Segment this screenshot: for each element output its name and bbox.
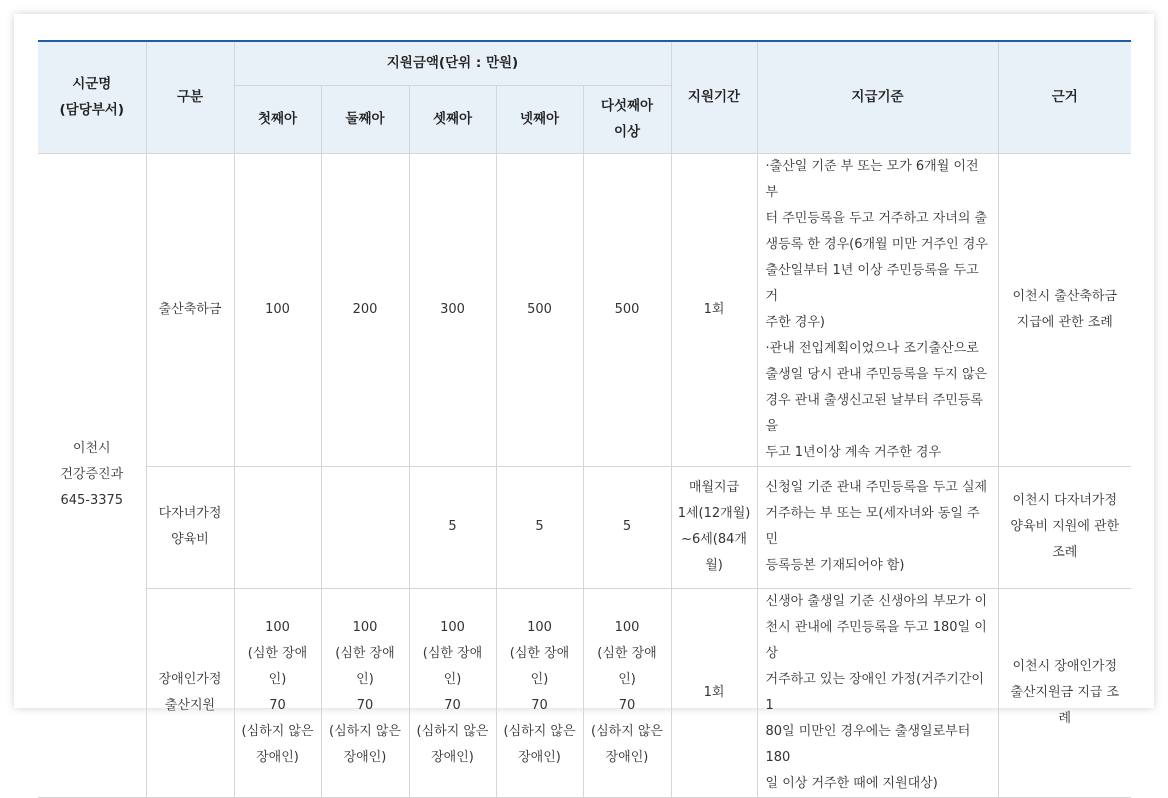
- amount-cell-child5: 500: [583, 153, 671, 466]
- col-header-child4: 넷째아: [496, 85, 583, 153]
- col-header-category: 구분: [146, 41, 234, 153]
- amount-cell-child3: 300: [409, 153, 496, 466]
- category-cell: 다자녀가정 양육비: [146, 466, 234, 588]
- amount-cell-child4: 100 (심한 장애 인) 70 (심하지 않은 장애인): [496, 588, 583, 797]
- amount-cell-child1: [234, 466, 321, 588]
- category-cell: 장애인가정 출산지원: [146, 588, 234, 797]
- period-cell: 1회: [671, 588, 757, 797]
- period-cell: 1회: [671, 153, 757, 466]
- criteria-cell: 신청일 기준 관내 주민등록을 두고 실제 거주하는 부 또는 모(세자녀와 동일 주민 등록등본 기재되어야 함): [757, 466, 998, 588]
- content-card: [14, 14, 1154, 791]
- amount-cell-child3: 100 (심한 장애 인) 70 (심하지 않은 장애인): [409, 588, 496, 797]
- col-header-child2: 둘째아: [321, 85, 409, 153]
- amount-cell-child2: 100 (심한 장애 인) 70 (심하지 않은 장애인): [321, 588, 409, 797]
- col-header-basis: 근거: [998, 41, 1131, 153]
- col-header-amount-group: 지원금액(단위 : 만원): [234, 41, 671, 85]
- amount-cell-child4: 500: [496, 153, 583, 466]
- amount-cell-child4: 5: [496, 466, 583, 588]
- amount-cell-child5: 100 (심한 장애 인) 70 (심하지 않은 장애인): [583, 588, 671, 797]
- col-header-period: 지원기간: [671, 41, 757, 153]
- table-row: [38, 466, 1131, 588]
- table-row: [38, 153, 1131, 466]
- category-cell: 출산축하금: [146, 153, 234, 466]
- basis-cell: 이천시 장애인가정 출산지원금 지급 조 례: [998, 588, 1131, 797]
- col-header-city: 시군명 (담당부서): [38, 41, 146, 153]
- col-header-criteria: 지급기준: [757, 41, 998, 153]
- col-header-child1: 첫째아: [234, 85, 321, 153]
- amount-cell-child1: 100: [234, 153, 321, 466]
- amount-cell-child2: 200: [321, 153, 409, 466]
- criteria-cell: ·출산일 기준 부 또는 모가 6개월 이전부 터 주민등록을 두고 거주하고 자녀의 출 생등록 한 경우(6개월 미만 거주인 경우 출산일부터 1년 이상 주민등록을 두고 거 주한 경우) ·관내 전입계획이었으나 조기출산으로 출생일 당시 관내 주민등록을 두지 않은 경우 관내 출생신고된 날부터 주민등록을 두고 1년이상 계속 거주한 경우: [757, 153, 998, 466]
- amount-cell-child1: 100 (심한 장애 인) 70 (심하지 않은 장애인): [234, 588, 321, 797]
- col-header-child3: 셋째아: [409, 85, 496, 153]
- amount-cell-child5: 5: [583, 466, 671, 588]
- amount-cell-child3: 5: [409, 466, 496, 588]
- city-cell: 이천시 건강증진과 645-3375: [38, 153, 146, 797]
- support-table: [38, 40, 1131, 798]
- table-row: [38, 588, 1131, 797]
- period-cell: 매월지급 1세(12개월) ~6세(84개 월): [671, 466, 757, 588]
- basis-cell: 이천시 출산축하금 지급에 관한 조례: [998, 153, 1131, 466]
- criteria-cell: 신생아 출생일 기준 신생아의 부모가 이 천시 관내에 주민등록을 두고 180일 이상 거주하고 있는 장애인 가정(거주기간이 1 80일 미만인 경우에는 출생일로부터 180 일 이상 거주한 때에 지원대상): [757, 588, 998, 797]
- amount-cell-child2: [321, 466, 409, 588]
- basis-cell: 이천시 다자녀가정 양육비 지원에 관한 조례: [998, 466, 1131, 588]
- col-header-child5: 다섯째아 이상: [583, 85, 671, 153]
